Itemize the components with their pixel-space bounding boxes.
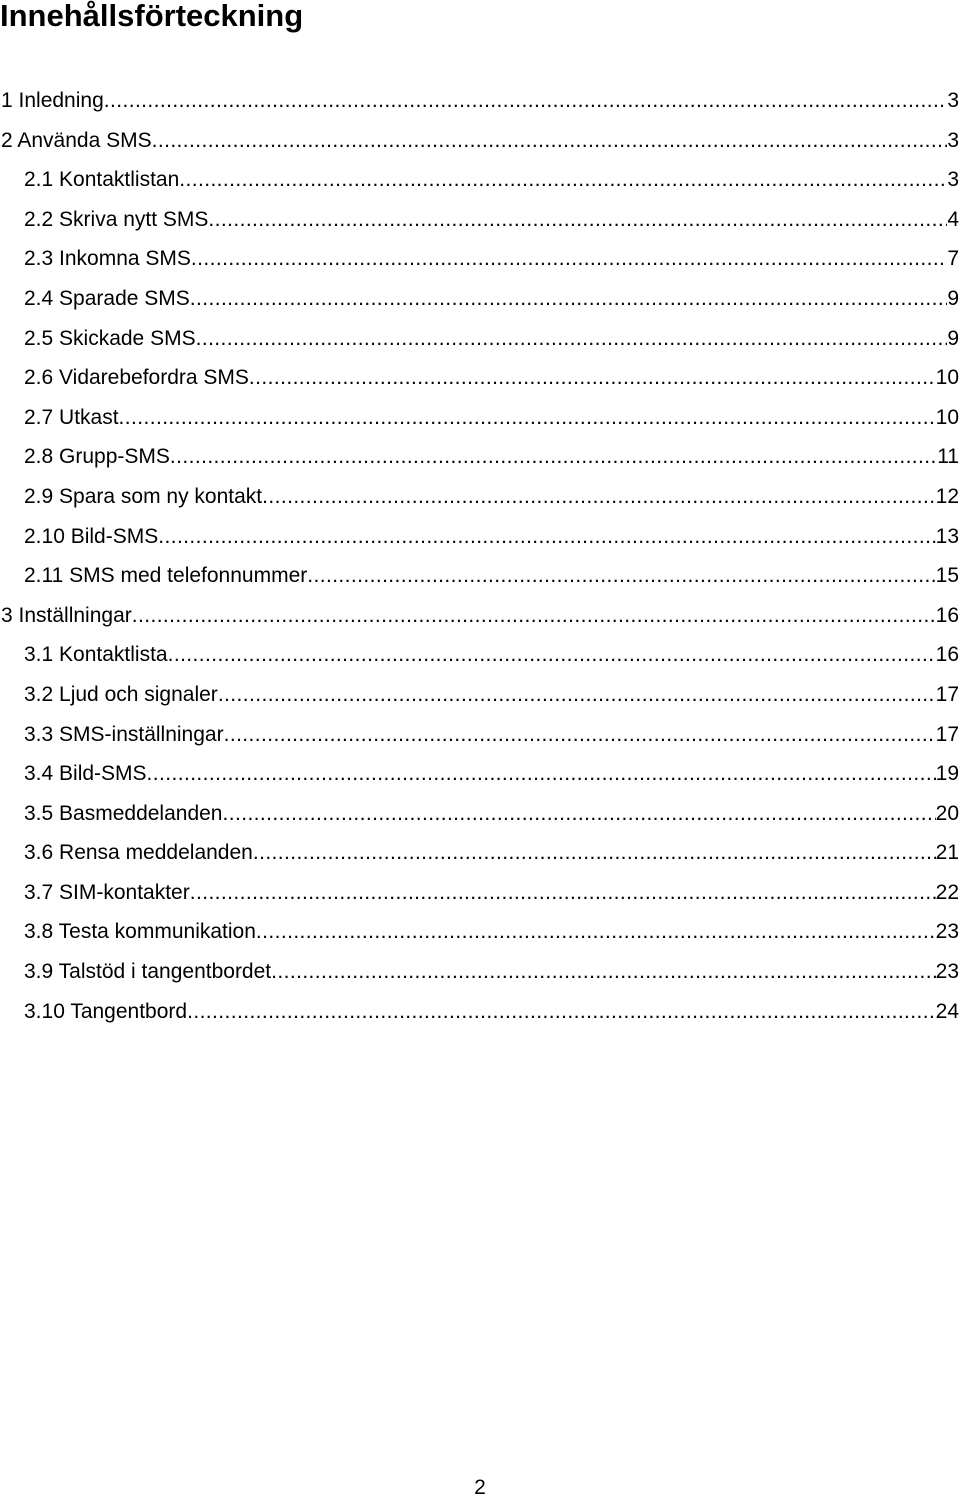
- toc-entry[interactable]: [0, 517, 960, 557]
- toc-dot-leader: [147, 754, 936, 794]
- toc-entry[interactable]: [0, 239, 960, 279]
- toc-entry[interactable]: [0, 635, 960, 675]
- toc-entry-page: 10: [936, 398, 960, 438]
- toc-entry-label: 2 Använda SMS: [1, 121, 152, 161]
- toc-dot-leader: [190, 279, 948, 319]
- toc-dot-leader: [190, 873, 936, 913]
- toc-entry-page: 3: [947, 81, 960, 121]
- toc-entry-page: 19: [936, 754, 960, 794]
- toc-entry[interactable]: [0, 437, 960, 477]
- toc-dot-leader: [271, 952, 936, 992]
- toc-entry-label: 3.10 Tangentbord: [24, 992, 187, 1032]
- toc-entry-page: 21: [936, 833, 960, 873]
- toc-dot-leader: [179, 160, 947, 200]
- toc-dot-leader: [307, 556, 935, 596]
- toc-entry-label: 3.4 Bild-SMS: [24, 754, 147, 794]
- toc-entry[interactable]: [0, 200, 960, 240]
- toc-entry-label: 1 Inledning: [1, 81, 104, 121]
- toc-entry[interactable]: [0, 873, 960, 913]
- toc-dot-leader: [208, 200, 947, 240]
- toc-entry-page: 7: [947, 239, 960, 279]
- toc-entry-label: 3 Inställningar: [1, 596, 132, 636]
- toc-entry-page: 12: [936, 477, 960, 517]
- toc-entry-page: 13: [936, 517, 960, 557]
- toc-entry-label: 3.8 Testa kommunikation: [24, 912, 256, 952]
- toc-entry-page: 17: [936, 715, 960, 755]
- toc-entry-label: 2.5 Skickade SMS: [24, 319, 196, 359]
- toc-dot-leader: [168, 635, 936, 675]
- toc-entry[interactable]: [0, 675, 960, 715]
- toc-entry-page: 22: [936, 873, 960, 913]
- toc-entry-page: 4: [947, 200, 960, 240]
- toc-title: Innehållsförteckning: [0, 0, 304, 33]
- toc-entry[interactable]: [0, 715, 960, 755]
- toc-entry-label: 2.6 Vidarebefordra SMS: [24, 358, 249, 398]
- toc-entry-page: 24: [936, 992, 960, 1032]
- toc-dot-leader: [223, 794, 936, 834]
- toc-dot-leader: [196, 319, 948, 359]
- toc-entry-label: 2.10 Bild-SMS: [24, 517, 158, 557]
- toc-entry-page: 3: [947, 160, 960, 200]
- page-number: 2: [474, 1476, 486, 1499]
- toc-entry-page: 3: [947, 121, 960, 161]
- toc-dot-leader: [253, 833, 936, 873]
- toc-entry[interactable]: [0, 952, 960, 992]
- toc-dot-leader: [104, 81, 948, 121]
- toc-dot-leader: [158, 517, 935, 557]
- toc-entry-page: 17: [936, 675, 960, 715]
- toc-entry-page: 9: [947, 279, 960, 319]
- toc-dot-leader: [152, 121, 948, 161]
- toc-entry[interactable]: [0, 358, 960, 398]
- toc-entry-label: 3.6 Rensa meddelanden: [24, 833, 253, 873]
- toc-entry-page: 20: [936, 794, 960, 834]
- toc-entry-label: 3.7 SIM-kontakter: [24, 873, 190, 913]
- toc-entry-label: 3.2 Ljud och signaler: [24, 675, 218, 715]
- toc-entry-label: 2.9 Spara som ny kontakt: [24, 477, 262, 517]
- toc-entry[interactable]: [0, 912, 960, 952]
- toc-entry-page: 16: [936, 635, 960, 675]
- toc-dot-leader: [170, 437, 937, 477]
- toc-dot-leader: [224, 715, 936, 755]
- toc-entry[interactable]: [0, 596, 960, 636]
- toc-entry-page: 15: [936, 556, 960, 596]
- toc-entry[interactable]: [0, 81, 960, 121]
- toc-entry[interactable]: [0, 754, 960, 794]
- toc-entry-page: 23: [936, 952, 960, 992]
- toc-entry[interactable]: [0, 279, 960, 319]
- toc-entry[interactable]: [0, 121, 960, 161]
- toc-dot-leader: [262, 477, 936, 517]
- toc-entry-label: 2.8 Grupp-SMS: [24, 437, 170, 477]
- toc-entry-page: 10: [936, 358, 960, 398]
- toc-entry-label: 3.1 Kontaktlista: [24, 635, 168, 675]
- toc-entry[interactable]: [0, 160, 960, 200]
- toc-dot-leader: [191, 239, 947, 279]
- toc-entry[interactable]: [0, 477, 960, 517]
- toc-entry[interactable]: [0, 556, 960, 596]
- toc-entry-page: 23: [936, 912, 960, 952]
- toc-dot-leader: [132, 596, 936, 636]
- toc-entry-label: 3.9 Talstöd i tangentbordet: [24, 952, 271, 992]
- toc-entry-label: 2.1 Kontaktlistan: [24, 160, 179, 200]
- toc-entry[interactable]: [0, 833, 960, 873]
- table-of-contents: [0, 81, 960, 1031]
- toc-entry-page: 16: [936, 596, 960, 636]
- toc-dot-leader: [249, 358, 936, 398]
- toc-entry[interactable]: [0, 992, 960, 1032]
- toc-dot-leader: [218, 675, 936, 715]
- toc-entry[interactable]: [0, 794, 960, 834]
- toc-entry-label: 2.2 Skriva nytt SMS: [24, 200, 208, 240]
- toc-entry-label: 3.5 Basmeddelanden: [24, 794, 223, 834]
- toc-entry-page: 9: [947, 319, 960, 359]
- toc-dot-leader: [256, 912, 936, 952]
- toc-entry-label: 2.11 SMS med telefonnummer: [24, 556, 307, 596]
- toc-entry-label: 2.4 Sparade SMS: [24, 279, 190, 319]
- toc-entry-label: 2.7 Utkast: [24, 398, 119, 438]
- toc-entry-label: 3.3 SMS-inställningar: [24, 715, 224, 755]
- toc-dot-leader: [187, 992, 936, 1032]
- toc-entry-label: 2.3 Inkomna SMS: [24, 239, 191, 279]
- toc-entry-page: 11: [937, 437, 960, 477]
- toc-dot-leader: [119, 398, 936, 438]
- toc-entry[interactable]: [0, 398, 960, 438]
- toc-entry[interactable]: [0, 319, 960, 359]
